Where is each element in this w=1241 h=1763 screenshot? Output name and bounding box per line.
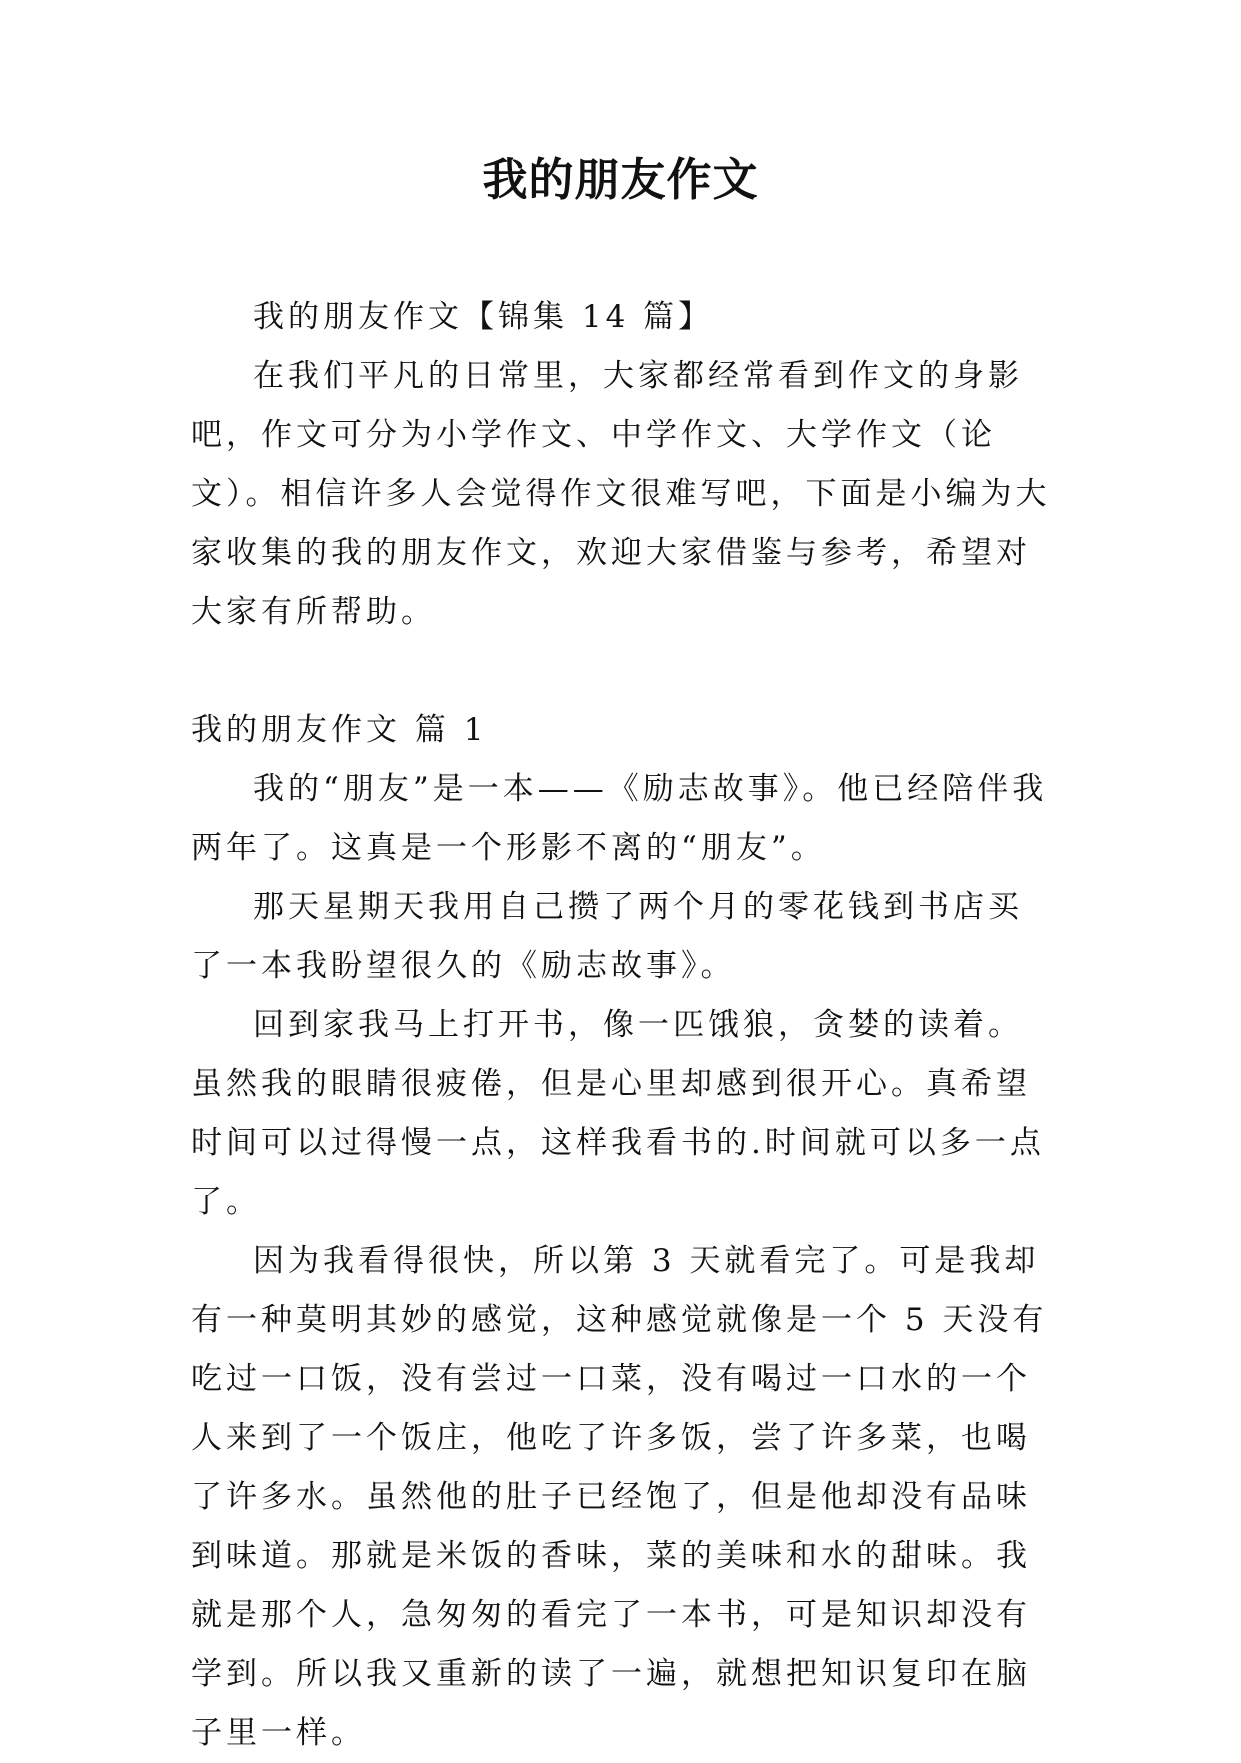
document-title: 我的朋友作文 [482,153,759,206]
document-body [191,288,1051,1763]
document-subtitle: 我的朋友作文【锦集 14 篇】 [253,299,714,335]
section-heading: 我的朋友作文 篇 1 [191,712,488,748]
body-paragraph: 我的“朋友”是一本——《励志故事》。他已经陪伴我两年了。这真是一个形影不离的“朋友”。 [191,771,1048,866]
body-paragraph: 那天星期天我用自己攒了两个月的零花钱到书店买了一本我盼望很久的《励志故事》。 [191,889,1023,984]
body-paragraph: 因为我看得很快，所以第 3 天就看完了。可是我却有一种莫明其妙的感觉，这种感觉就像是一个 5 天没有吃过一口饭，没有尝过一口菜，没有喝过一口水的一个人来到了一个饭庄，他吃了许多饭，尝了许多菜，也喝了许多水。虽然他的肚子已经饱了，但是他却没有品味到味道。那就是米饭的香味，菜的美味和水的甜味。我就是那个人，急匆匆的看完了一本书，可是知识却没有学到。所以我又重新的读了一遍，就想把知识复印在脑子里一样。 [191,1243,1048,1751]
body-paragraph: 回到家我马上打开书，像一匹饿狼，贪婪的读着。虽然我的眼睛很疲倦，但是心里却感到很开心。真希望时间可以过得慢一点，这样我看书的.时间就可以多一点了。 [191,1007,1045,1220]
intro-paragraph: 在我们平凡的日常里，大家都经常看到作文的身影吧，作文可分为小学作文、中学作文、大学作文（论文）。相信许多人会觉得作文很难写吧，下面是小编为大家收集的我的朋友作文，欢迎大家借鉴与参考，希望对大家有所帮助。 [191,358,1051,630]
section-gap [191,642,1051,701]
